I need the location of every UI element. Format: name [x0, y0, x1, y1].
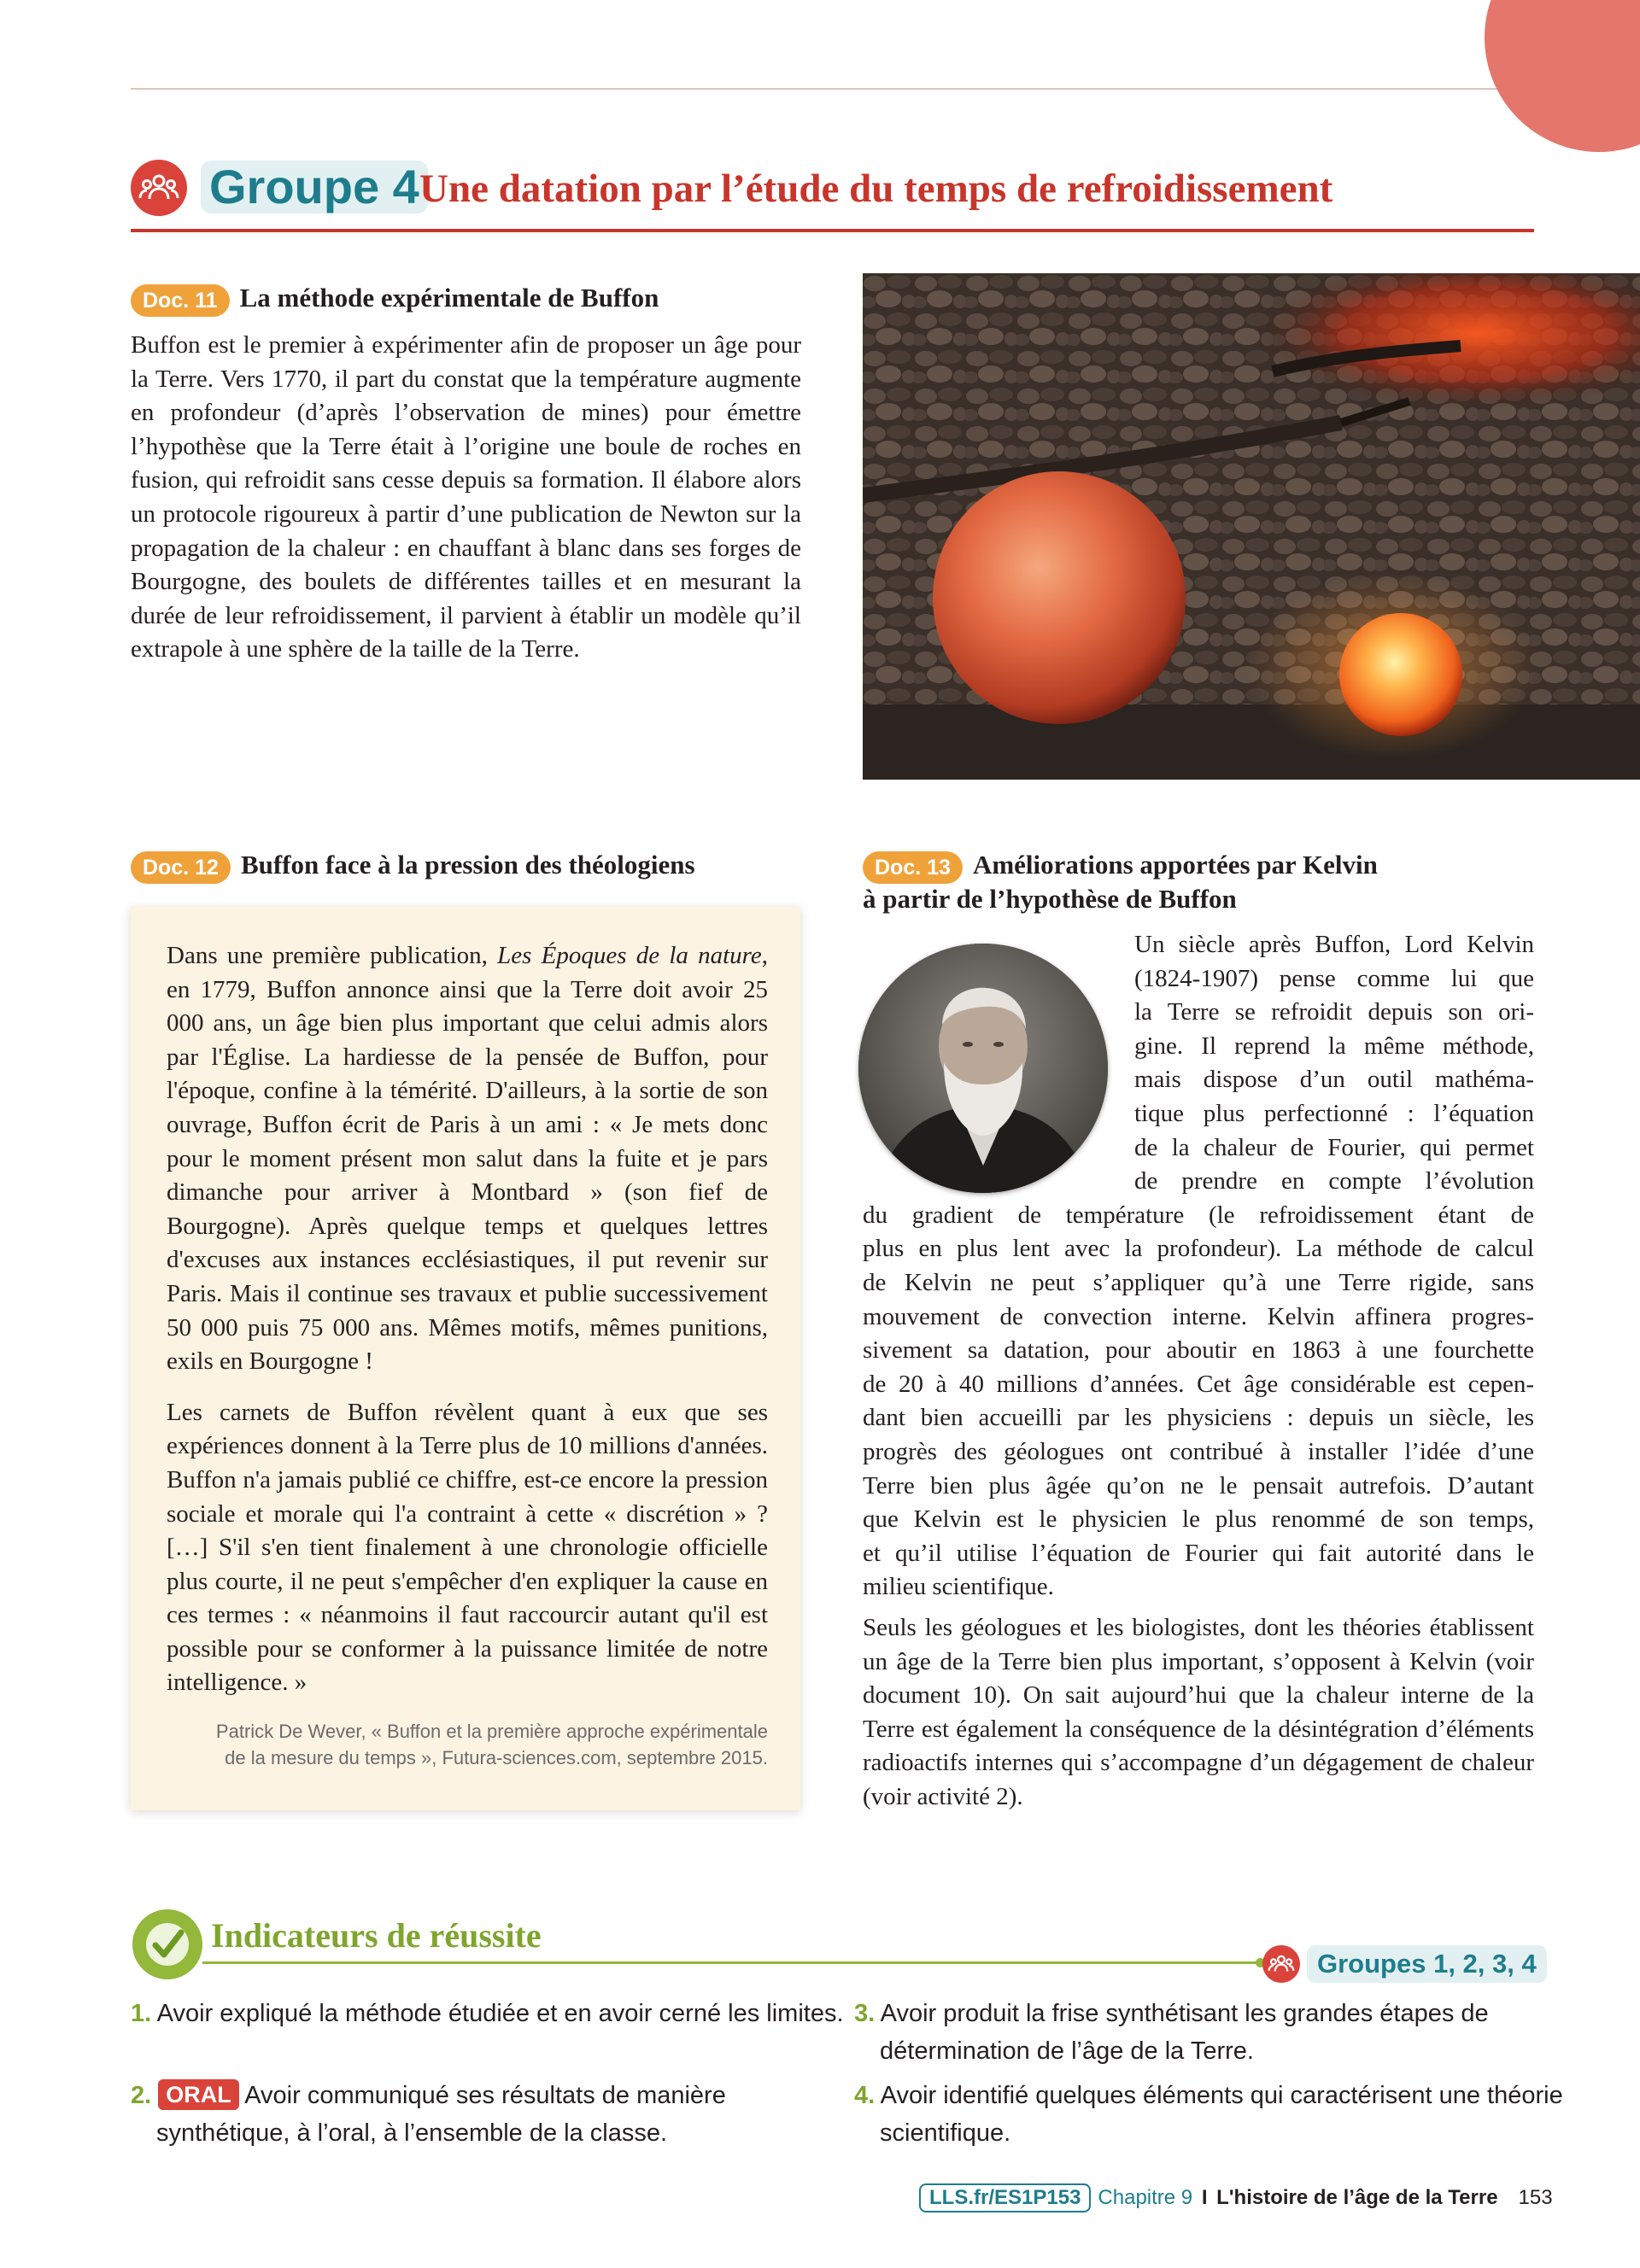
doc13-line: mouvement de convection interne. Kelvin affinera progres- [863, 1302, 1534, 1330]
doc13-title-line-2: à partir de l’hypothèse de Buffon [863, 884, 1237, 914]
indicators-title: Indicateurs de réussite [211, 1916, 542, 1955]
doc13-line: tique plus perfectionné : l’équation [1134, 1100, 1534, 1127]
check-icon [132, 1909, 202, 1979]
doc13-line: de 20 à 40 millions d’années. Cet âge considérable est cepen- [863, 1370, 1534, 1398]
criterion-2 [131, 2077, 865, 2152]
footer-separator: I [1201, 2186, 1208, 2209]
doc12-title: Buffon face à la pression des théologiens [240, 850, 695, 880]
glowing-cannonballs-photo [863, 273, 1640, 780]
doc13-line: mais dispose d’un outil mathéma- [1134, 1066, 1534, 1094]
criterion-1-text: Avoir expliqué la méthode étudiée et en avoir cerné les limites. [156, 2000, 844, 2027]
doc12-paragraph-1 [167, 939, 768, 1379]
criterion-2-text: Avoir communiqué ses résultats de manière synthétique, à l’oral, à l’ensemble de la classe. [156, 2082, 726, 2147]
footer-link[interactable]: LLS.fr/ES1P153 [919, 2183, 1091, 2212]
doc13-line: du gradient de température (le refroidissement étant de [863, 1201, 1534, 1229]
doc13-title-line-1: Améliorations apportées par Kelvin [972, 850, 1378, 880]
doc13-badge: Doc. 13 [863, 851, 963, 884]
page-number: 153 [1518, 2186, 1553, 2209]
doc11-title: La méthode expérimentale de Buffon [239, 283, 659, 313]
groups-people-icon [1262, 1945, 1300, 1983]
doc12-quote-box [131, 907, 800, 1810]
doc12-p1-before: Dans une première publication, [167, 942, 498, 969]
corner-decoration-circle [1485, 0, 1640, 152]
doc12-book-title: Les Époques de la nature [497, 942, 762, 969]
doc13-line: dant bien accueilli par les physiciens : depuis un siècle, les [863, 1404, 1534, 1432]
criterion-4-number: 4. [854, 2082, 876, 2109]
doc13-line: Un siècle après Buffon, Lord Kelvin [1134, 931, 1534, 958]
doc11-body: Buffon est le premier à expérimenter afin de proposer un âge pour la Terre. Vers 1770, il part du constat que la température augmente en profondeur (d’après l’observation de mines) pour émettre l’hypothèse que la Terre était à l’origine une boule de roches en fusion, qui refroidit sans cesse depuis sa formation. Il élabore alors un protocole rigoureux à partir d’une publication de Newton sur la propagation de la chaleur : en chauffant à blanc dans ses forges de Bourgogne, des boulets de différentes tailles et en mesurant la durée de leur refroidissement, il parvient à établir un modèle qu’il extrapole à une sphère de la taille de la Terre. [131, 331, 801, 663]
indicators-rule [202, 1961, 1262, 1964]
doc12-p1-after: , en 1779, Buffon annonce ainsi que la Terre doit avoir 25 000 ans, un âge bien plus important que celui admis alors par l'Église. La hardiesse de la pensée de Buffon, pour l'époque, confine à la témérité. D'ailleurs, à la sortie de son ouvrage, Buffon écrit de Paris à un ami : « Je mets donc pour le moment présent mon salut dans la fuite et je pars dimanche pour arriver à Montbard » (son fief de Bourgogne). Après quelque temps et quelques lettres d'excuses aux instances ecclésiastiques, il put revenir sur Paris. Mais il continue ses travaux et publie successivement 50 000 puis 75 000 ans. Mêmes motifs, mêmes punitions, exils en Bourgogne ! [167, 942, 768, 1376]
groups-label: Groupes 1, 2, 3, 4 [1307, 1945, 1547, 1983]
footer-chapter-title: L'histoire de l’âge de la Terre [1216, 2186, 1498, 2209]
footer-chapter: Chapitre 9 [1098, 2186, 1193, 2209]
doc13-line: milieu scientifique. [863, 1573, 1054, 1601]
criterion-3-text: Avoir produit la frise synthétisant les grandes étapes de détermination de l’âge de la Terre. [880, 2000, 1489, 2065]
doc12-source-line-2: de la mesure du temps », Futura-sciences.com, septembre 2015. [225, 1747, 768, 1768]
doc13-line: que Kelvin est le physicien le plus renommé de son temps, [863, 1505, 1534, 1534]
group-people-icon [131, 160, 187, 216]
doc13-line: Terre bien plus âgée qu’on ne le pensait autrefois. D’autant [863, 1471, 1534, 1499]
doc13-line: sivement sa datation, pour aboutir en 1863 à une fourchette [863, 1336, 1534, 1365]
group-label: Groupe 4 [201, 161, 428, 213]
top-rule [131, 88, 1497, 90]
page-title: Une datation par l’étude du temps de refroidissement [419, 167, 1333, 211]
criterion-1-number: 1. [131, 2000, 152, 2027]
doc12-heading [131, 848, 695, 884]
doc13-line: de la chaleur de Fourier, qui permet [1134, 1133, 1534, 1161]
doc12-text [167, 939, 768, 1700]
criterion-1 [131, 1995, 865, 2032]
doc13-line: (1824-1907) pense comme lui que [1134, 964, 1534, 992]
lord-kelvin-portrait [858, 944, 1108, 1193]
doc13-line: progrès des géologues ont contribué à installer l’idée d’une [863, 1438, 1534, 1465]
doc12-source [170, 1718, 768, 1771]
doc13-line: plus en plus lent avec la profondeur). La méthode de calcul [863, 1235, 1534, 1263]
doc13-line: de Kelvin ne peut s’appliquer qu’à une Terre rigide, sans [863, 1269, 1534, 1296]
criterion-4 [854, 2077, 1589, 2152]
section-header [131, 157, 1534, 232]
criterion-3 [854, 1995, 1589, 2070]
doc12-source-line-1: Patrick De Wever, « Buffon et la première approche expérimentale [215, 1721, 768, 1742]
doc13-line: la Terre se refroidit depuis son ori- [1134, 998, 1534, 1026]
criterion-3-number: 3. [854, 2000, 876, 2027]
doc13-line: gine. Il reprend la même méthode, [1134, 1032, 1534, 1060]
title-underline [131, 229, 1534, 232]
doc12-badge: Doc. 12 [131, 851, 231, 884]
criterion-4-text: Avoir identifié quelques éléments qui caractérisent une théorie scientifique. [880, 2082, 1563, 2147]
page-footer [919, 2183, 1553, 2213]
doc13-line: de prendre en compte l’évolution [1134, 1167, 1534, 1195]
doc13-paragraph-2: Seuls les géologues et les biologistes, dont les théories établissent un âge de la Terre bien plus important, s’opposent à Kelvin (voir document 10). On sait aujourd’hui que la chaleur interne de la Terre est également la conséquence de la désintégration d’éléments radioactifs internes qui s’accompagne d’un dégagement de chaleur (voir activité 2). [863, 1614, 1534, 1810]
doc13-line: et qu’il utilise l’équation de Fourier qui fait autorité dans le [863, 1539, 1534, 1567]
oral-badge: ORAL [158, 2079, 239, 2110]
doc13-heading [863, 848, 1378, 884]
doc11-heading [131, 281, 659, 317]
doc12-paragraph-2: Les carnets de Buffon révèlent quant à eux que ses expériences donnent à la Terre plus de 10 millions d'années. Buffon n'a jamais publié ce chiffre, est-ce encore la pression sociale et morale qui l'a contraint à cette « discrétion » ? […] S'il s'en tient finalement à une chronologie officielle plus courte, il ne peut s'empêcher d'en expliquer la cause en ces termes : « néanmoins il faut raccourcir autant qu'il est possible pour se conformer à la puissance limitée de notre intelligence. » [167, 1398, 768, 1697]
doc11-badge: Doc. 11 [131, 284, 230, 317]
criterion-2-number: 2. [131, 2082, 152, 2109]
